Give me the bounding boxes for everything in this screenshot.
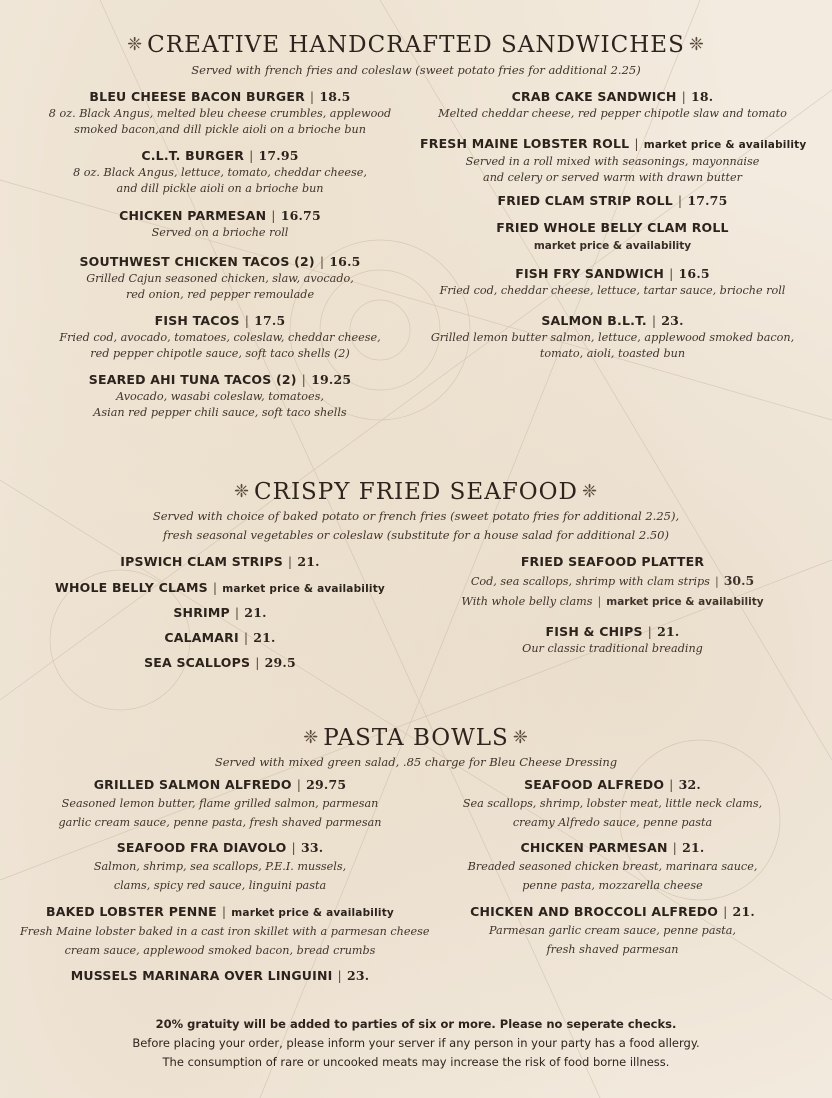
item-description: and dill pickle aioli on a brioche bun	[116, 182, 324, 195]
item-description: Grilled lemon butter salmon, lettuce, applewood smoked bacon,	[430, 331, 795, 344]
item-description: Salmon, shrimp, sea scallops, P.E.I. mussels,	[93, 860, 347, 873]
menu-item: FISH TACOS | 17.5 Fried cod, avocado, tomatoes, coleslaw, cheddar cheese, red pepper chipotle sauce, soft taco shells (2)	[30, 312, 410, 362]
menu-item: CHICKEN PARMESAN | 21. Breaded seasoned chicken breast, marinara sauce, penne pasta, mozzarella cheese	[420, 839, 805, 895]
item-name: CHICKEN AND BROCCOLI ALFREDO	[470, 904, 719, 919]
item-name: C.L.T. BURGER	[141, 148, 245, 163]
item-description: 8 oz. Black Angus, lettuce, tomato, cheddar cheese,	[73, 166, 367, 179]
item-price: 32.	[678, 777, 701, 792]
item-name: FRIED CLAM STRIP ROLL	[497, 193, 673, 208]
pasta-title-text: PASTA BOWLS	[323, 725, 509, 751]
item-price: 21.	[253, 630, 276, 645]
sandwiches-title	[0, 32, 832, 58]
item-price: 23.	[346, 968, 370, 983]
item-description: cream sauce, applewood smoked bacon, bread crumbs	[64, 944, 376, 957]
menu-item: SOUTHWEST CHICKEN TACOS (2) | 16.5 Grilled Cajun seasoned chicken, slaw, avocado, red onion, red pepper remoulade	[30, 253, 410, 303]
item-price: 16.75	[280, 208, 321, 223]
item-description: clams, spicy red sauce, linguini pasta	[113, 879, 327, 892]
seafood-subtitle	[0, 507, 832, 545]
menu-item: GRILLED SALMON ALFREDO | 29.75 Seasoned lemon butter, flame grilled salmon, parmesan garlic cream sauce, penne pasta, fresh shaved parmesan	[20, 776, 420, 832]
menu-item: IPSWICH CLAM STRIPS | 21.	[120, 554, 320, 569]
item-price: 16.5	[329, 254, 361, 269]
menu-item: CHICKEN AND BROCCOLI ALFREDO | 21. Parmesan garlic cream sauce, penne pasta, fresh shaved parmesan	[420, 903, 805, 959]
compass-rose-icon: ❈	[581, 481, 599, 502]
menu-item: SHRIMP | 21.	[173, 605, 267, 620]
item-market-price: market price & availability	[222, 583, 385, 595]
sandwiches-title-text: CREATIVE HANDCRAFTED SANDWICHES	[147, 32, 685, 58]
item-description: With whole belly clams	[461, 595, 593, 608]
item-name: CHICKEN PARMESAN	[520, 840, 668, 855]
item-description: tomato, aioli, toasted bun	[539, 347, 686, 360]
sandwiches-subtitle: Served with french fries and coleslaw (sweet potato fries for additional 2.25)	[191, 63, 641, 77]
item-name: SEARED AHI TUNA TACOS (2)	[88, 372, 297, 387]
item-price: 18.	[691, 89, 714, 104]
item-name: CRAB CAKE SANDWICH	[511, 89, 677, 104]
item-name: SHRIMP	[173, 605, 230, 620]
menu-item: FISH FRY SANDWICH | 16.5 Fried cod, cheddar cheese, lettuce, tartar sauce, brioche roll	[420, 265, 805, 299]
gratuity-note: 20% gratuity will be added to parties of six or more. Please no seperate checks.	[155, 1017, 677, 1031]
seafood-subtitle-line: fresh seasonal vegetables or coleslaw (substitute for a house salad for additional 2.50)	[163, 528, 669, 542]
item-description: red onion, red pepper remoulade	[125, 288, 315, 301]
item-description: Grilled Cajun seasoned chicken, slaw, avocado,	[86, 272, 354, 285]
item-description: penne pasta, mozzarella cheese	[522, 879, 703, 892]
item-name: SEA SCALLOPS	[144, 655, 251, 670]
item-price: 19.25	[311, 372, 352, 387]
seafood-title-text: CRISPY FRIED SEAFOOD	[254, 479, 578, 505]
item-description: red pepper chipotle sauce, soft taco shells (2)	[90, 347, 350, 360]
item-price: 33.	[300, 840, 324, 855]
item-name: CHICKEN PARMESAN	[119, 208, 267, 223]
item-description: Melted cheddar cheese, red pepper chipotle slaw and tomato	[438, 107, 787, 120]
seafood-subtitle-line: Served with choice of baked potato or french fries (sweet potato fries for additional 2.25),	[152, 509, 680, 523]
menu-item: FISH & CHIPS | 21. Our classic traditional breading	[420, 623, 805, 657]
menu-item: FRIED SEAFOOD PLATTER Cod, sea scallops, shrimp with clam strips | 30.5 With whole belly clams | market price & availability	[420, 553, 805, 612]
item-description: creamy Alfredo sauce, penne pasta	[512, 816, 713, 829]
item-description: Breaded seasoned chicken breast, marinara sauce,	[467, 860, 758, 873]
item-description: Served on a brioche roll	[151, 226, 289, 239]
item-price: 18.5	[319, 89, 351, 104]
item-price: 23.	[661, 313, 684, 328]
item-description: Asian red pepper chili sauce, soft taco shells	[93, 406, 347, 419]
menu-item: SEARED AHI TUNA TACOS (2) | 19.25 Avocado, wasabi coleslaw, tomatoes, Asian red pepper chili sauce, soft taco shells	[30, 371, 410, 421]
item-description: garlic cream sauce, penne pasta, fresh shaved parmesan	[58, 816, 382, 829]
compass-rose-icon: ❈	[688, 34, 705, 55]
item-market-price: market price & availability	[643, 139, 807, 151]
menu-item: MUSSELS MARINARA OVER LINGUINI | 23.	[70, 968, 370, 983]
item-description: Our classic traditional breading	[522, 642, 703, 655]
menu-item: C.L.T. BURGER | 17.95 8 oz. Black Angus, lettuce, tomato, cheddar cheese, and dill pickle aioli on a brioche bun	[30, 147, 410, 197]
item-price: 21.	[657, 624, 680, 639]
item-price: 17.75	[687, 193, 728, 208]
item-description: Avocado, wasabi coleslaw, tomatoes,	[116, 390, 324, 403]
food-safety-note: The consumption of rare or uncooked meats may increase the risk of food borne illness.	[162, 1055, 670, 1069]
compass-rose-icon: ❈	[512, 727, 529, 748]
item-name: FISH TACOS	[154, 313, 240, 328]
item-name: FISH & CHIPS	[545, 624, 643, 639]
item-name: SALMON B.L.T.	[541, 313, 647, 328]
menu-item: CHICKEN PARMESAN | 16.75 Served on a brioche roll	[30, 207, 410, 241]
allergy-note: Before placing your order, please inform your server if any person in your party has a food allergy.	[132, 1036, 700, 1050]
item-market-price: market price & availability	[533, 240, 692, 252]
item-name: FISH FRY SANDWICH	[515, 266, 665, 281]
item-name: IPSWICH CLAM STRIPS	[120, 554, 283, 569]
item-name: BAKED LOBSTER PENNE	[46, 904, 217, 919]
item-name: MUSSELS MARINARA OVER LINGUINI	[70, 968, 333, 983]
menu-item: CALAMARI | 21.	[164, 630, 276, 645]
menu-item: FRESH MAINE LOBSTER ROLL | market price & availability Served in a roll mixed with seasonings, mayonnaise and celery or served warm with drawn butter	[420, 136, 807, 184]
item-name: FRIED SEAFOOD PLATTER	[520, 554, 705, 569]
menu-item	[420, 219, 805, 256]
menu-item: SEAFOOD FRA DIAVOLO | 33. Salmon, shrimp, sea scallops, P.E.I. mussels, clams, spicy red sauce, linguini pasta	[20, 839, 420, 895]
item-price: 17.5	[254, 313, 286, 328]
menu-item: FRIED CLAM STRIP ROLL | 17.75	[497, 193, 728, 208]
item-description: Seasoned lemon butter, flame grilled salmon, parmesan	[61, 797, 379, 810]
item-price: 17.95	[258, 148, 299, 163]
pasta-subtitle: Served with mixed green salad, .85 charge for Bleu Cheese Dressing	[214, 755, 618, 769]
item-price: 16.5	[678, 266, 710, 281]
item-price: 21.	[244, 605, 267, 620]
item-description: Parmesan garlic cream sauce, penne pasta,	[489, 924, 736, 937]
item-name: SEAFOOD ALFREDO	[524, 777, 665, 792]
item-name: SOUTHWEST CHICKEN TACOS (2)	[79, 254, 315, 269]
item-price: 21.	[732, 904, 755, 919]
item-market-price: market price & availability	[231, 907, 394, 919]
menu-item: BLEU CHEESE BACON BURGER | 18.5 8 oz. Black Angus, melted bleu cheese crumbles, applewood smoked bacon,and dill pickle aioli on a brioche bun	[30, 88, 410, 138]
item-price: 21.	[682, 840, 705, 855]
item-name: FRESH MAINE LOBSTER ROLL	[420, 136, 630, 151]
item-description: Served in a roll mixed with seasonings, mayonnaise	[465, 155, 760, 168]
item-price: 21.	[297, 554, 320, 569]
item-description: Fried cod, cheddar cheese, lettuce, tartar sauce, brioche roll	[439, 284, 786, 297]
item-description: Sea scallops, shrimp, lobster meat, little neck clams,	[462, 797, 763, 810]
item-name: SEAFOOD FRA DIAVOLO	[116, 840, 287, 855]
pasta-title	[0, 725, 832, 751]
menu-item: SALMON B.L.T. | 23. Grilled lemon butter salmon, lettuce, applewood smoked bacon, tomato, aioli, toasted bun	[420, 312, 805, 362]
item-description: Cod, sea scallops, shrimp with clam strips	[470, 575, 710, 588]
item-price: 29.5	[264, 655, 296, 670]
menu-item: CRAB CAKE SANDWICH | 18. Melted cheddar cheese, red pepper chipotle slaw and tomato	[420, 88, 805, 122]
menu-item: SEAFOOD ALFREDO | 32. Sea scallops, shrimp, lobster meat, little neck clams, creamy Alfredo sauce, penne pasta	[420, 776, 805, 832]
compass-rose-icon: ❈	[127, 34, 144, 55]
compass-rose-icon: ❈	[233, 481, 251, 502]
item-name: GRILLED SALMON ALFREDO	[93, 777, 292, 792]
item-market-price: market price & availability	[606, 596, 764, 608]
compass-rose-icon: ❈	[303, 727, 320, 748]
item-description: Fried cod, avocado, tomatoes, coleslaw, cheddar cheese,	[59, 331, 381, 344]
item-description: 8 oz. Black Angus, melted bleu cheese crumbles, applewood	[48, 107, 392, 120]
item-name: CALAMARI	[164, 630, 239, 645]
menu-item: SEA SCALLOPS | 29.5	[144, 655, 296, 670]
footer-notes	[0, 1015, 832, 1072]
item-description: Fresh Maine lobster baked in a cast iron skillet with a parmesan cheese	[20, 925, 430, 938]
item-price: 30.5	[723, 573, 755, 588]
item-description: fresh shaved parmesan	[546, 943, 679, 956]
menu-item: WHOLE BELLY CLAMS | market price & availability	[55, 580, 385, 595]
item-price: 29.75	[306, 777, 347, 792]
item-name: WHOLE BELLY CLAMS	[55, 580, 208, 595]
item-description: smoked bacon,and dill pickle aioli on a brioche bun	[74, 123, 366, 136]
item-name: FRIED WHOLE BELLY CLAM ROLL	[496, 220, 729, 235]
menu-item: BAKED LOBSTER PENNE | market price & availability Fresh Maine lobster baked in a cast iron skillet with a parmesan cheese cream sauce, applewood smoked bacon, bread crumbs	[20, 903, 420, 960]
item-name: BLEU CHEESE BACON BURGER	[89, 89, 305, 104]
item-description: and celery or served warm with drawn butter	[483, 171, 742, 184]
seafood-title	[0, 479, 832, 505]
